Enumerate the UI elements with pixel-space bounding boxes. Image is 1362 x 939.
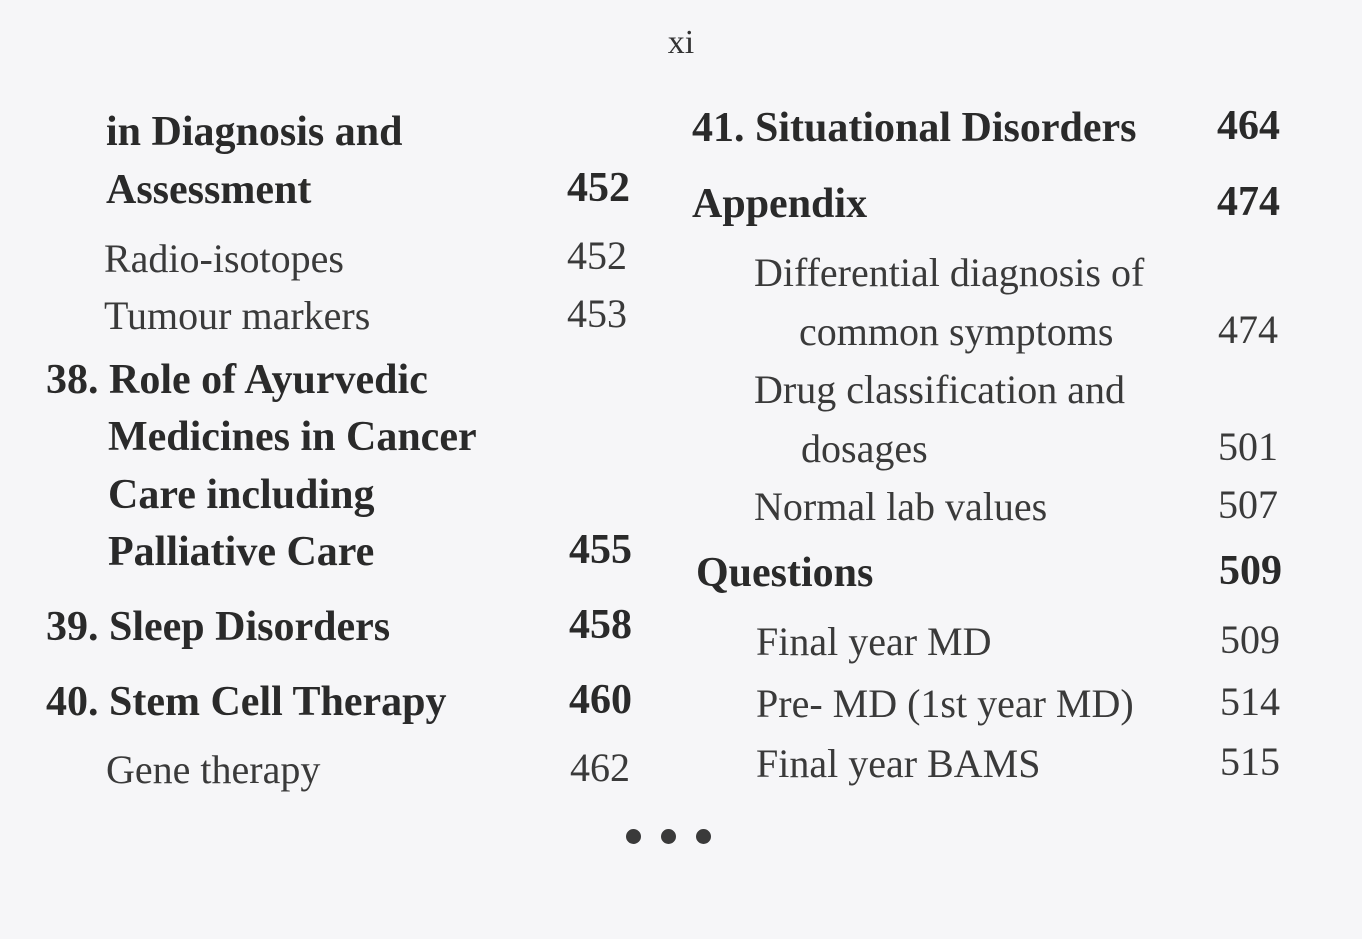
toc-chapter-38-line-3: Care including: [108, 472, 375, 518]
toc-appendix-item-3: Normal lab values: [754, 484, 1048, 529]
ornament-dot: [626, 829, 641, 844]
toc-questions-page: 509: [1219, 548, 1282, 594]
toc-questions-item-1: Final year MD: [756, 619, 992, 664]
page-number: xi: [667, 24, 695, 61]
toc-chapter-41: 41. Situational Disorders: [692, 105, 1137, 151]
toc-questions-item-2-page: 514: [1220, 679, 1280, 724]
ornament-dot: [661, 829, 676, 844]
toc-sub-gene-therapy: Gene therapy: [106, 747, 321, 792]
toc-chapter-41-page: 464: [1217, 103, 1280, 149]
toc-appendix-item-2-page: 501: [1218, 424, 1278, 469]
toc-appendix-item-1-line-2: common symptoms: [799, 309, 1114, 354]
toc-chapter-38-page: 455: [569, 527, 632, 573]
toc-chapter-38-line-4: Palliative Care: [108, 529, 375, 575]
toc-questions: Questions: [696, 550, 874, 596]
toc-questions-item-1-page: 509: [1220, 617, 1280, 662]
toc-continued-line-1: in Diagnosis and: [106, 109, 403, 155]
toc-appendix-item-2-line-2: dosages: [801, 426, 928, 471]
toc-sub-tumour-markers-page: 453: [567, 291, 627, 336]
toc-appendix-page: 474: [1217, 179, 1280, 225]
toc-questions-item-2: Pre- MD (1st year MD): [756, 681, 1134, 726]
toc-chapter-39-page: 458: [569, 602, 632, 648]
toc-sub-tumour-markers: Tumour markers: [104, 293, 371, 338]
toc-appendix-item-3-page: 507: [1218, 482, 1278, 527]
toc-questions-item-3-page: 515: [1220, 739, 1280, 784]
toc-appendix: Appendix: [692, 181, 868, 227]
toc-appendix-item-1-line-1: Differential diagnosis of: [754, 250, 1145, 295]
toc-sub-radio-isotopes: Radio-isotopes: [104, 236, 344, 281]
toc-continued-line-2: Assessment: [106, 167, 312, 213]
toc-chapter-40-page: 460: [569, 677, 632, 723]
toc-sub-gene-therapy-page: 462: [570, 745, 630, 790]
toc-sub-radio-isotopes-page: 452: [567, 233, 627, 278]
toc-questions-item-3: Final year BAMS: [756, 741, 1041, 786]
toc-continued-page: 452: [567, 165, 630, 211]
toc-appendix-item-2-line-1: Drug classification and: [754, 367, 1125, 412]
end-ornament: [626, 829, 711, 844]
toc-chapter-40: 40. Stem Cell Therapy: [46, 679, 447, 725]
toc-chapter-38-line-2: Medicines in Cancer: [108, 414, 477, 460]
toc-chapter-39: 39. Sleep Disorders: [46, 604, 391, 650]
toc-appendix-item-1-page: 474: [1218, 307, 1278, 352]
ornament-dot: [696, 829, 711, 844]
toc-chapter-38-line-1: 38. Role of Ayurvedic: [46, 357, 428, 403]
